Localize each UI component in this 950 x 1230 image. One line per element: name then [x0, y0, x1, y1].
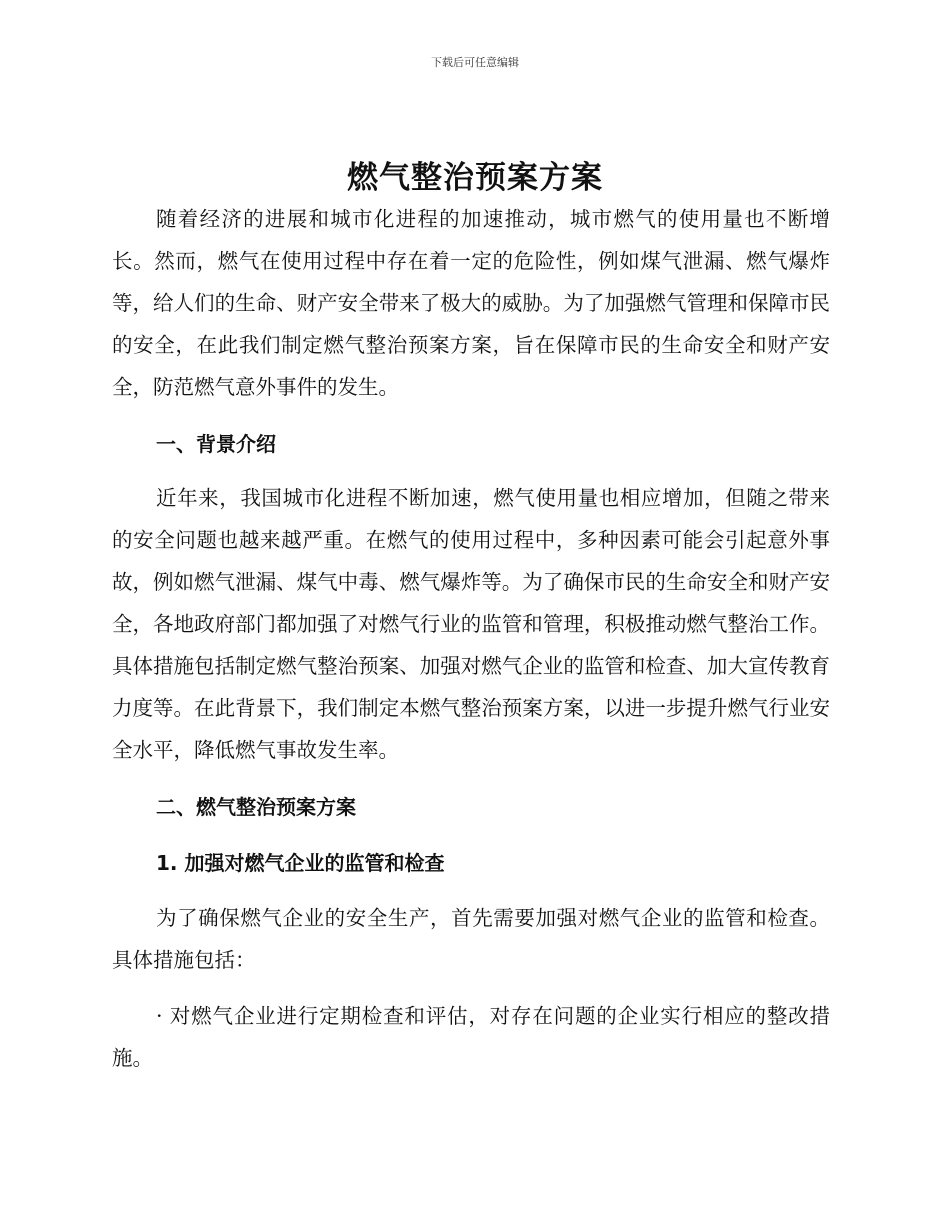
intro-paragraph: 随着经济的进展和城市化进程的加速推动，城市燃气的使用量也不断增长。然而，燃气在使用过程中存在着一定的危险性，例如煤气泄漏、燃气爆炸等，给人们的生命、财产安全带来了极大的威胁。为了加强燃气管理和保障市民的安全，在此我们制定燃气整治预案方案，旨在保障市民的生命安全和财产安全，防范燃气意外事件的发生。: [112, 207, 830, 399]
supervision-paragraph: 为了确保燃气企业的安全生产，首先需要加强对燃气企业的监管和检查。具体措施包括：: [112, 906, 830, 972]
background-paragraph: 近年来，我国城市化进程不断加速，燃气使用量也相应增加，但随之带来的安全问题也越来越严重。在燃气的使用过程中，多种因素可能会引起意外事故，例如燃气泄漏、煤气中毒、燃气爆炸等。为了确保市民的生命安全和财产安全，各地政府部门都加强了对燃气行业的监管和管理，积极推动燃气整治工作。具体措施包括制定燃气整治预案、加强对燃气企业的监管和检查、加大宣传教育力度等。在此背景下，我们制定本燃气整治预案方案，以进一步提升燃气行业安全水平，降低燃气事故发生率。: [112, 486, 830, 762]
section-heading-background: 一、背景介绍: [156, 432, 276, 456]
document-title: 燃气整治预案方案: [347, 160, 603, 196]
header-note: 下载后可任意编辑: [431, 56, 519, 69]
section-heading-plan: 二、燃气整治预案方案: [156, 795, 356, 819]
subsection-heading-supervision: 1. 加强对燃气企业的监管和检查: [156, 851, 445, 875]
bullet-item: · 对燃气企业进行定期检查和评估，对存在问题的企业实行相应的整改措施。: [112, 1004, 830, 1070]
